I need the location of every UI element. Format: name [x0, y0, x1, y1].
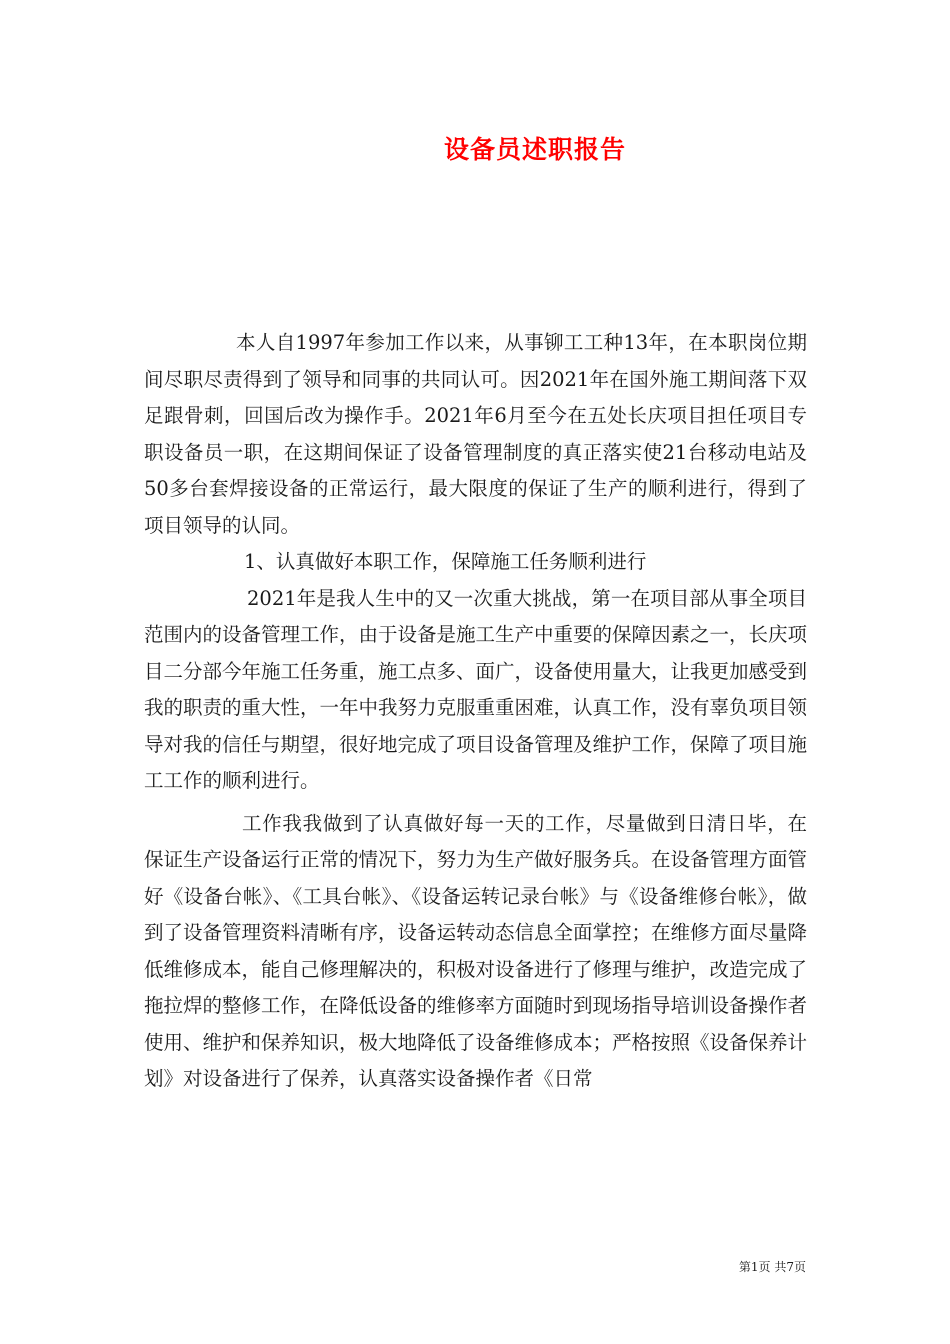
section-heading: 1、认真做好本职工作，保障施工任务顺利进行 [244, 550, 647, 573]
page-number-footer: 第1页 共7页 [738, 1260, 806, 1274]
paragraph-daily-work: 工作我我做到了认真做好每一天的工作，尽量做到日清日毕，在保证生产设备运行正常的情况下，努力为生产做好服务兵。在设备管理方面管好《设备台帐》、《工具台帐》、《设备运转记录台帐》与《设备维修台帐》，做到了设备管理资料清晰有序，设备运转动态信息全面掌控；在维修方面尽量降低维修成本，能自己修理解决的，积极对设备进行了修理与维护，改造完成了拖拉焊的整修工作，在降低设备的维修率方面随时到现场指导培训设备操作者使用、维护和保养知识，极大地降低了设备维修成本；严格按照《设备保养计划》对设备进行了保养，认真落实设备操作者《日常 [144, 811, 808, 1090]
document-title: 设备员述职报告 [443, 135, 626, 164]
paragraph-intro: 本人自1997年参加工作以来，从事铆工工种13年，在本职岗位期间尽职尽责得到了领导和同事的共同认可。因2021年在国外施工期间落下双足跟骨刺，回国后改为操作手。2021年6月至今在五处长庆项目担任项目专职设备员一职，在这期间保证了设备管理制度的真正落实使21台移动电站及50多台套焊接设备的正常运行，最大限度的保证了生产的顺利进行，得到了项目领导的认同。 [144, 331, 807, 537]
document-body [144, 325, 807, 1098]
paragraph-2021-challenge: 2021年是我人生中的又一次重大挑战，第一在项目部从事全项目范围内的设备管理工作，由于设备是施工生产中重要的保障因素之一，长庆项目二分部今年施工任务重，施工点多、面广，设备使用量大，让我更加感受到我的职责的重大性，一年中我努力克服重重困难，认真工作，没有辜负项目领导对我的信任与期望，很好地完成了项目设备管理及维护工作，保障了项目施工工作的顺利进行。 [144, 586, 808, 792]
